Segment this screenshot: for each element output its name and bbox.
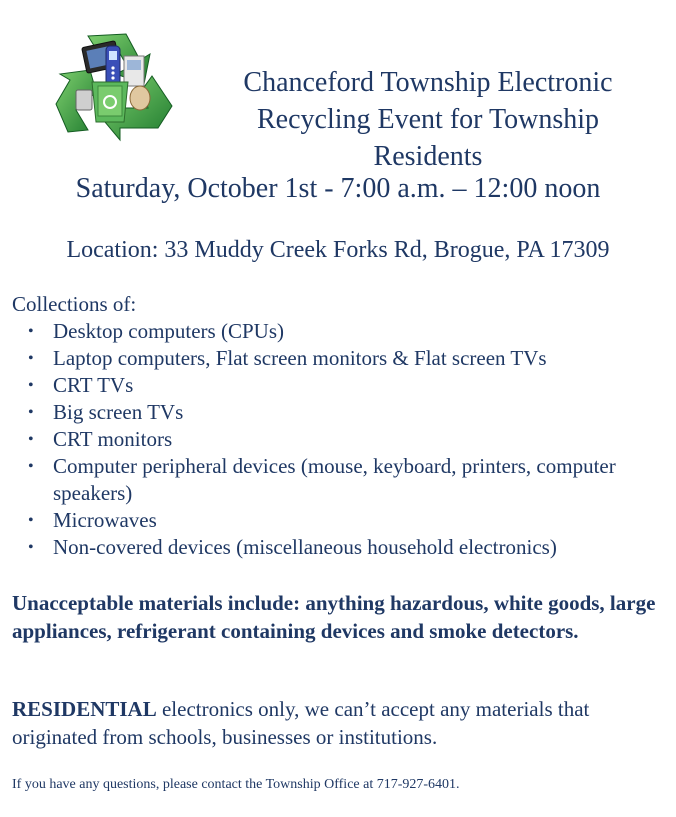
list-item bbox=[28, 426, 668, 453]
list-item bbox=[28, 507, 668, 534]
unacceptable-materials-notice: Unacceptable materials include: anything hazardous, white goods, large appliances, refrigerant containing devices and smoke detectors. bbox=[12, 591, 656, 643]
bullet-icon: • bbox=[28, 539, 34, 556]
list-item-text: Big screen TVs bbox=[53, 400, 184, 424]
list-item bbox=[28, 372, 668, 399]
list-item bbox=[28, 534, 668, 561]
list-item-text: CRT TVs bbox=[53, 373, 134, 397]
contact-info: If you have any questions, please contact the Township Office at 717-927-6401. bbox=[12, 777, 460, 792]
list-item-text: Non-covered devices (miscellaneous household electronics) bbox=[53, 535, 557, 559]
residential-emphasis: RESIDENTIAL bbox=[12, 697, 157, 721]
bullet-icon: • bbox=[28, 323, 34, 340]
event-location: Location: 33 Muddy Creek Forks Rd, Brogue, PA 17309 bbox=[66, 237, 610, 263]
collections-heading: Collections of: bbox=[12, 292, 137, 316]
bullet-icon: • bbox=[28, 350, 34, 367]
bullet-icon: • bbox=[28, 431, 34, 448]
recycling-electronics-icon bbox=[48, 26, 176, 144]
list-item-text: CRT monitors bbox=[53, 427, 173, 451]
residential-notice bbox=[12, 695, 674, 751]
bullet-icon: • bbox=[28, 377, 34, 394]
list-item bbox=[28, 399, 668, 426]
page-title: Chanceford Township Electronic Recycling Event for Township Residents bbox=[243, 67, 613, 172]
list-item-text: Laptop computers, Flat screen monitors & Flat screen TVs bbox=[53, 346, 547, 370]
list-item-text: Computer peripheral devices (mouse, keyboard, printers, computer speakers) bbox=[53, 454, 616, 505]
bullet-icon: • bbox=[28, 404, 34, 421]
bullet-icon: • bbox=[28, 512, 34, 529]
collections-list bbox=[28, 318, 668, 561]
list-item bbox=[28, 345, 668, 372]
list-item bbox=[28, 318, 668, 345]
list-item bbox=[28, 453, 668, 507]
event-date-time: Saturday, October 1st - 7:00 a.m. – 12:00 noon bbox=[75, 173, 601, 204]
list-item-text: Microwaves bbox=[53, 508, 157, 532]
list-item-text: Desktop computers (CPUs) bbox=[53, 319, 284, 343]
residential-text: electronics only, we can’t accept any materials that originated from schools, businesses or institutions. bbox=[12, 697, 590, 749]
bullet-icon: • bbox=[28, 458, 34, 475]
